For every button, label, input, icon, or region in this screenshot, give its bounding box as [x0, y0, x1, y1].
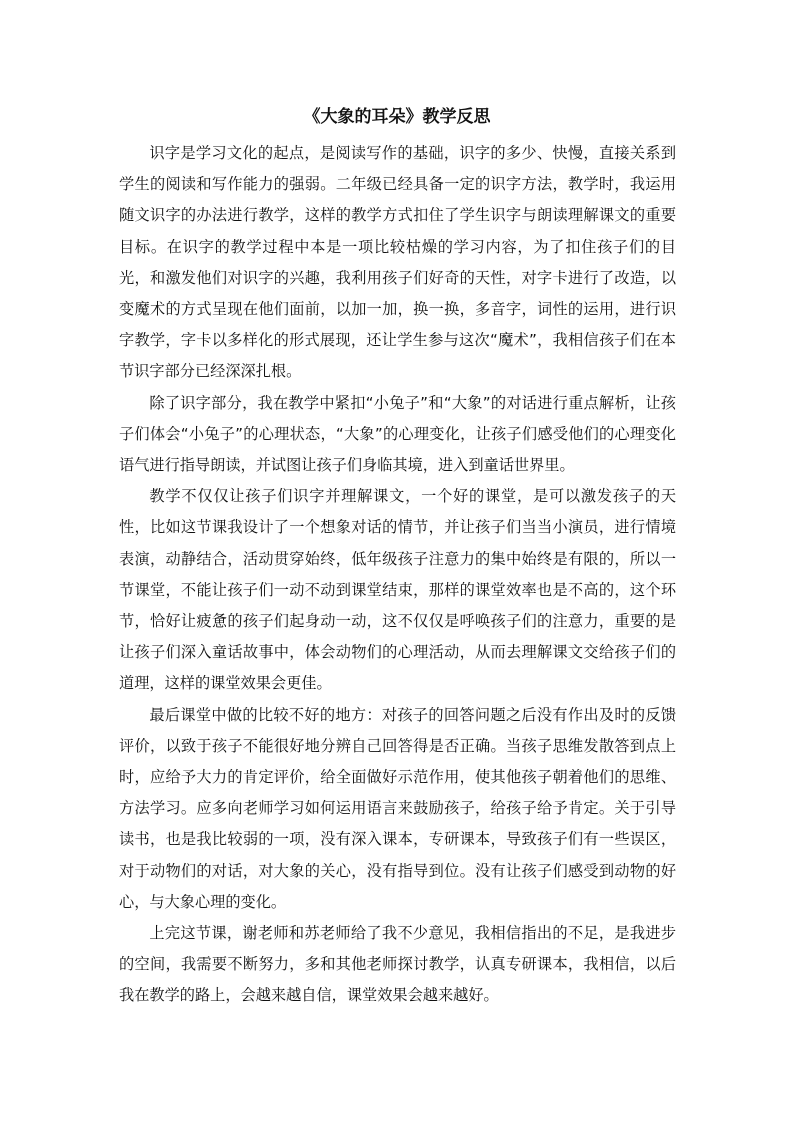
- paragraph-3: 教学不仅仅让孩子们识字并理解课文，一个好的课堂，是可以激发孩子的天性，比如这节课我设计了一个想象对话的情节，并让孩子们当当小演员，进行情境表演，动静结合，活动贯穿始终，低年级孩子注意力的集中始终是有限的，所以一节课堂，不能让孩子们一动不动到课堂结束，那样的课堂效率也是不高的，这个环节，恰好让疲惫的孩子们起身动一动，这不仅仅是呼唤孩子们的注意力，重要的是让孩子们深入童话故事中，体会动物们的心理活动，从而去理解课文交给孩子们的道理，这样的课堂效果会更佳。: [119, 487, 676, 693]
- paragraph-4: 最后课堂中做的比较不好的地方：对孩子的回答问题之后没有作出及时的反馈评价，以致于孩子不能很好地分辨自己回答得是否正确。当孩子思维发散答到点上时，应给予大力的肯定评价，给全面做好示范作用，使其他孩子朝着他们的思维、方法学习。应多向老师学习如何运用语言来鼓励孩子，给孩子给予肯定。关于引导读书，也是我比较弱的一项，没有深入课本，专研课本，导致孩子们有一些误区，对于动物们的对话，对大象的关心，没有指导到位。没有让孩子们感受到动物的好心，与大象心理的变化。: [119, 705, 676, 911]
- paragraph-5: 上完这节课，谢老师和苏老师给了我不少意见，我相信指出的不足，是我进步的空间，我需要不断努力，多和其他老师探讨教学，认真专研课本，我相信，以后我在教学的路上，会越来越自信，课堂效果会越来越好。: [119, 924, 676, 1005]
- document-body: [119, 138, 676, 1012]
- paragraph-1: 识字是学习文化的起点，是阅读写作的基础，识字的多少、快慢，直接关系到学生的阅读和写作能力的强弱。二年级已经具备一定的识字方法，教学时，我运用随文识字的办法进行教学，这样的教学方式扣住了学生识字与朗读理解课文的重要目标。在识字的教学过程中本是一项比较枯燥的学习内容，为了扣住孩子们的目光，和激发他们对识字的兴趣，我利用孩子们好奇的天性，对字卡进行了改造，以变魔术的方式呈现在他们面前，以加一加，换一换，多音字，词性的运用，进行识字教学，字卡以多样化的形式展现，还让学生参与这次“魔术”，我相信孩子们在本节识字部分已经深深扎根。: [119, 144, 676, 381]
- document-title: 《大象的耳朵》教学反思: [303, 107, 491, 127]
- paragraph-2: 除了识字部分，我在教学中紧扣“小兔子”和“大象”的对话进行重点解析，让孩子们体会“小兔子”的心理状态，“大象”的心理变化，让孩子们感受他们的心理变化语气进行指导朗读，并试图让孩子们身临其境，进入到童话世界里。: [119, 393, 676, 475]
